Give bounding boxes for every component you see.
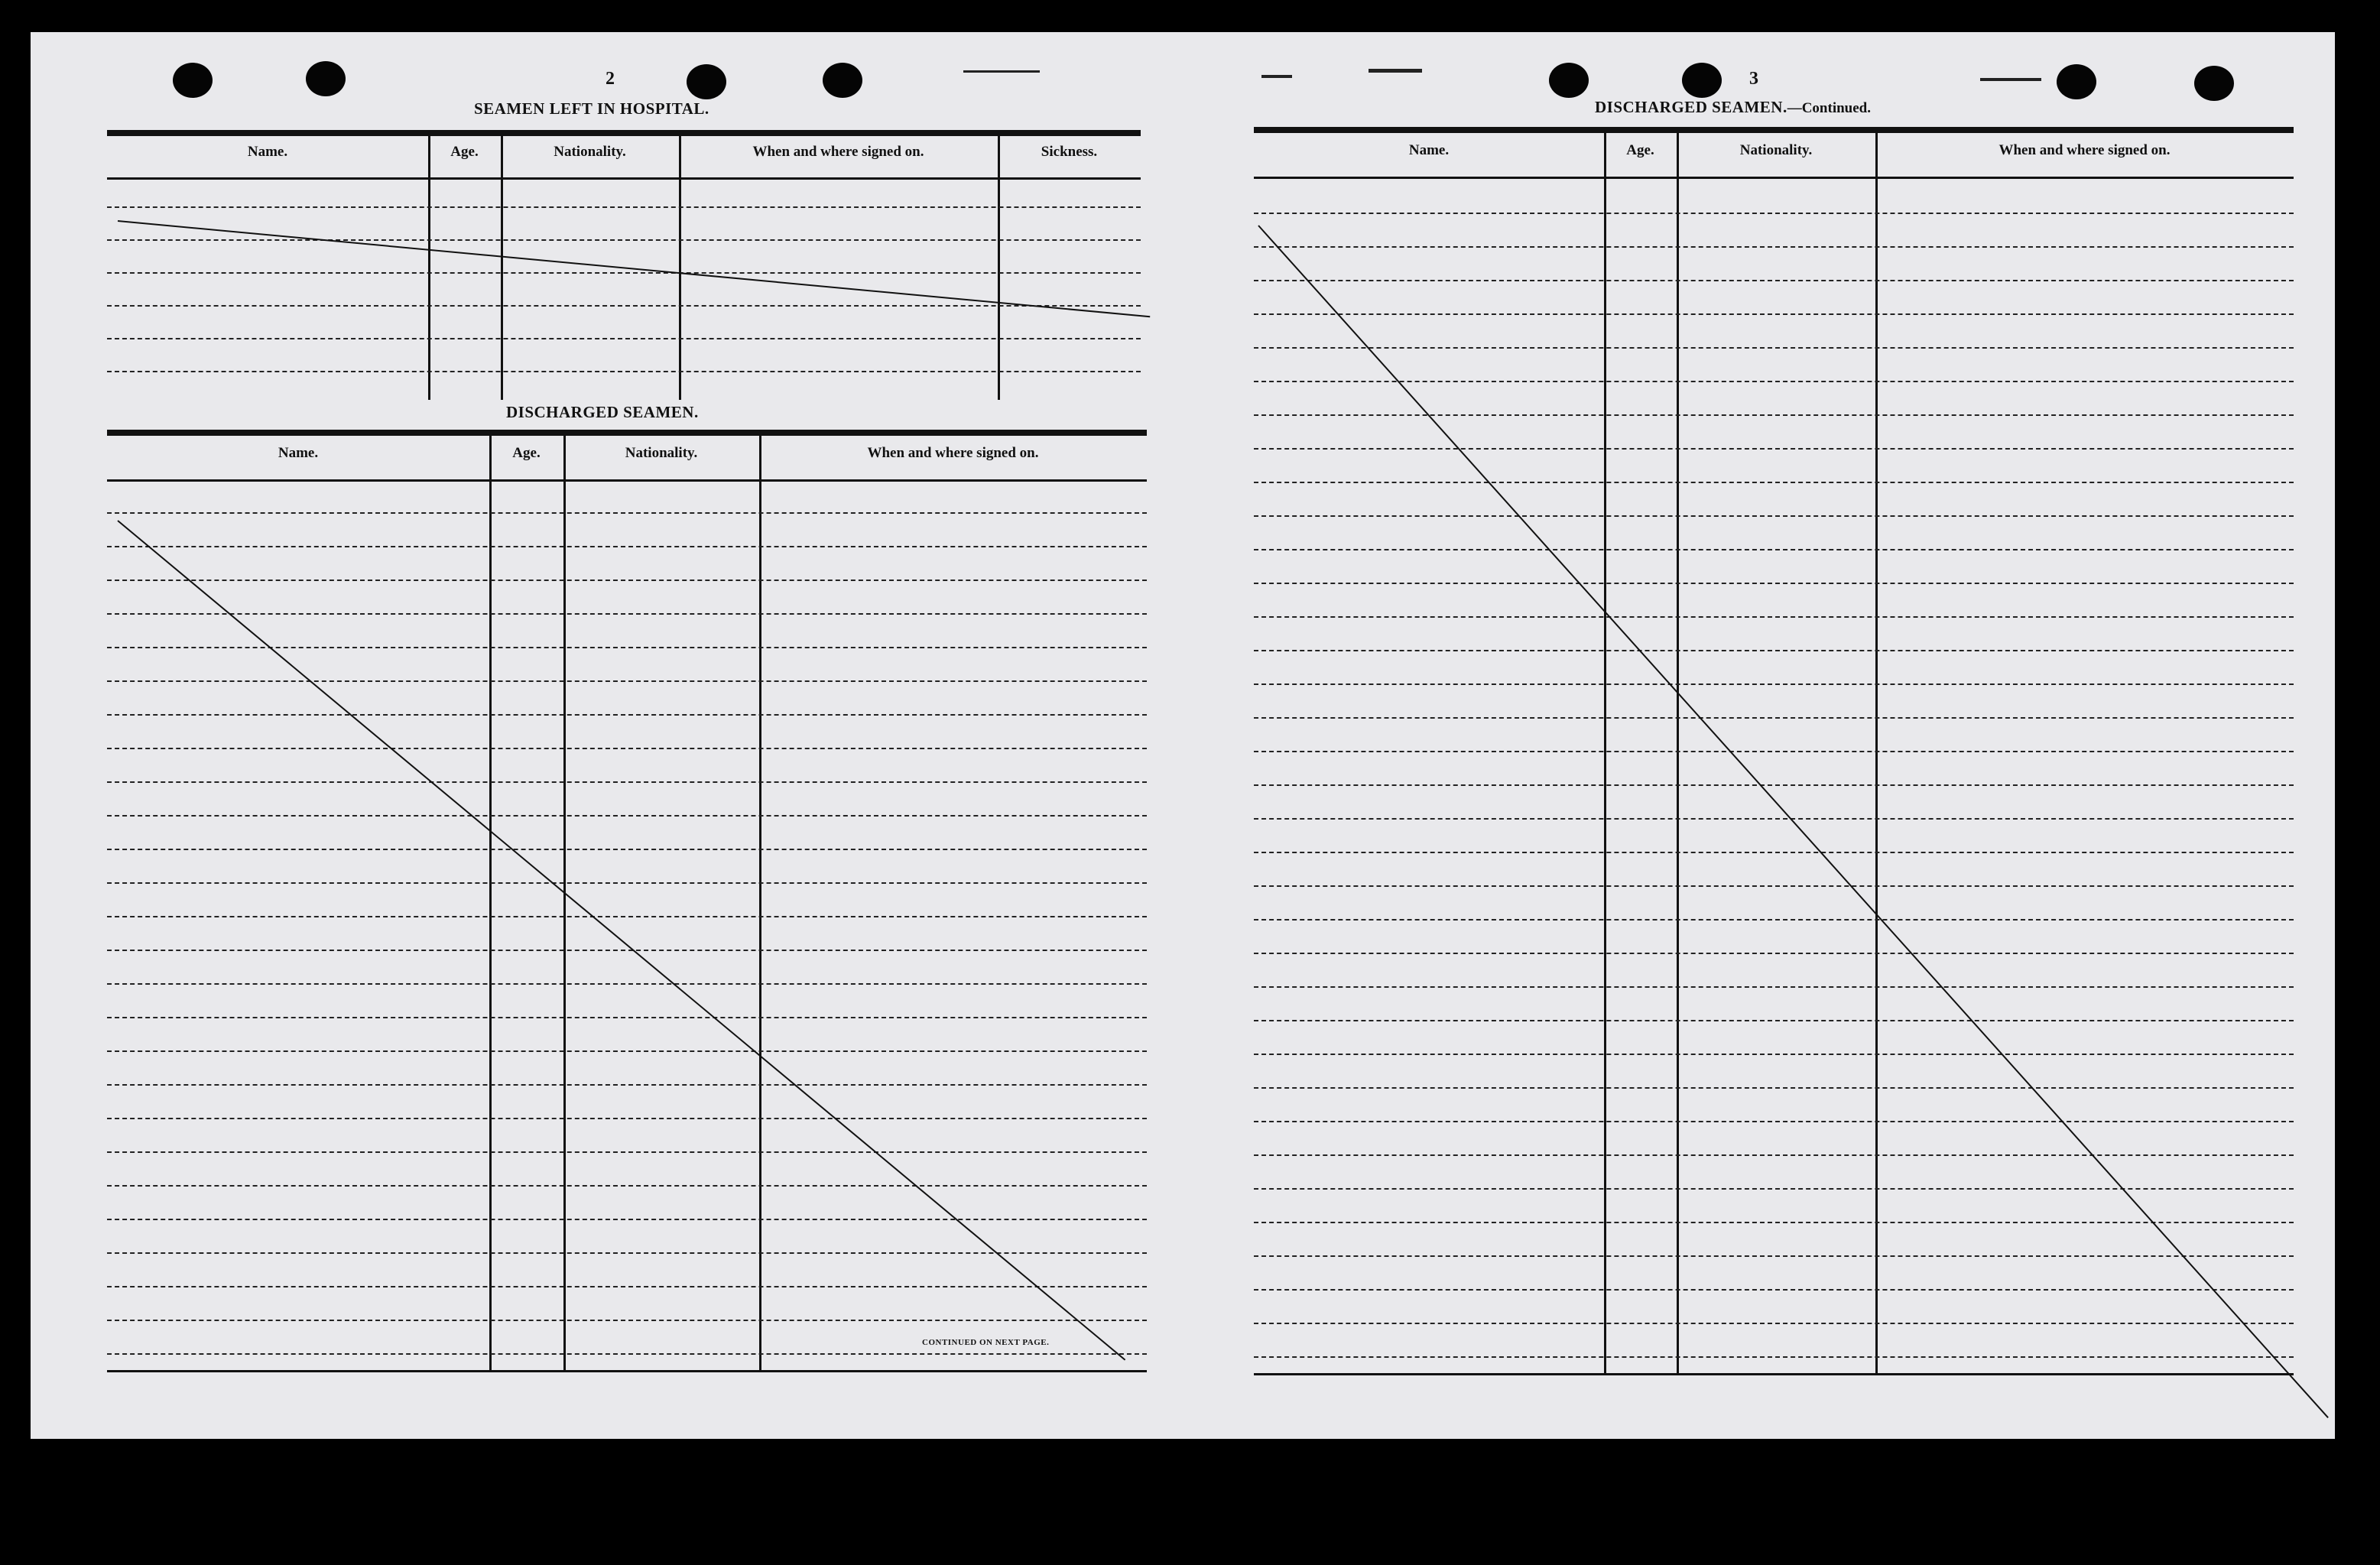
hospital-section-title: SEAMEN LEFT IN HOSPITAL.: [474, 99, 709, 118]
table-row: [1254, 313, 2294, 315]
column-header-signed-on: When and where signed on.: [1998, 142, 2171, 158]
table-row: [1254, 1289, 2294, 1291]
table-row: [107, 1118, 1147, 1119]
table-row: [107, 1252, 1147, 1254]
punch-hole: [1682, 63, 1722, 98]
document-sheet: [31, 32, 2335, 1439]
table-row: [107, 613, 1147, 615]
table-row: [1254, 583, 2294, 584]
column-header-age: Age.: [1626, 142, 1654, 158]
table-row: [1254, 1356, 2294, 1358]
discharged-table-right: [1254, 127, 2294, 1381]
page-number-left: 2: [606, 69, 615, 89]
column-header-nationality: Nationality.: [625, 445, 698, 461]
table-row: [107, 512, 1147, 514]
table-row: [107, 305, 1141, 307]
table-row: [1254, 381, 2294, 382]
table-row: [1254, 784, 2294, 786]
table-row: [1254, 1154, 2294, 1156]
table-row: [107, 1185, 1147, 1187]
table-row: [1254, 616, 2294, 618]
punch-hole: [2194, 66, 2234, 101]
strike-through-line: [118, 220, 1150, 317]
table-row: [107, 714, 1147, 716]
table-row: [1254, 1087, 2294, 1089]
column-header-sickness: Sickness.: [1041, 144, 1098, 160]
table-row: [1254, 683, 2294, 685]
punch-hole: [687, 64, 726, 99]
title-continued: —Continued.: [1787, 100, 1871, 116]
column-header-signed-on: When and where signed on.: [752, 144, 924, 160]
punch-hole: [823, 63, 862, 98]
table-row: [107, 983, 1147, 985]
discharged-section-title-right: [1595, 98, 1871, 117]
table-row: [107, 1219, 1147, 1220]
hospital-table: [107, 130, 1141, 428]
table-row: [1254, 1121, 2294, 1122]
table-row: [107, 1151, 1147, 1153]
table-row: [107, 748, 1147, 749]
table-row: [107, 580, 1147, 581]
table-row: [1254, 717, 2294, 719]
continued-note: CONTINUED ON NEXT PAGE.: [922, 1338, 1050, 1347]
table-row: [1254, 852, 2294, 853]
table-row: [1254, 280, 2294, 281]
column-header-name: Name.: [247, 144, 288, 160]
table-row: [107, 647, 1147, 648]
ink-speck: [1369, 69, 1422, 73]
table-row: [1254, 885, 2294, 887]
discharged-table-left: [107, 430, 1147, 1378]
discharged-section-title-left: DISCHARGED SEAMEN.: [506, 403, 699, 421]
table-row: [107, 815, 1147, 817]
strike-through-line: [1258, 225, 2329, 1418]
table-row: [1254, 919, 2294, 920]
table-row: [1254, 246, 2294, 248]
table-row: [107, 781, 1147, 783]
table-row: [107, 950, 1147, 951]
table-row: [107, 680, 1147, 682]
table-row: [1254, 549, 2294, 550]
table-row: [1254, 953, 2294, 954]
column-header-name: Name.: [1408, 142, 1450, 158]
punch-hole: [2057, 64, 2096, 99]
table-row: [107, 272, 1141, 274]
table-row: [107, 338, 1141, 339]
table-row: [107, 1320, 1147, 1321]
punch-hole: [1549, 63, 1589, 98]
table-row: [107, 1084, 1147, 1086]
table-row: [107, 1353, 1147, 1355]
table-row: [107, 916, 1147, 917]
punch-hole: [173, 63, 213, 98]
table-row: [1254, 515, 2294, 517]
title-text: DISCHARGED SEAMEN.: [1595, 98, 1787, 116]
table-row: [107, 546, 1147, 547]
table-row: [107, 239, 1141, 241]
table-row: [1254, 1188, 2294, 1190]
table-row: [107, 1286, 1147, 1287]
table-row: [1254, 1323, 2294, 1324]
table-row: [1254, 650, 2294, 651]
column-header-name: Name.: [278, 445, 319, 461]
column-header-age: Age.: [512, 445, 541, 461]
table-row: [1254, 448, 2294, 450]
ink-speck: [963, 70, 1040, 73]
table-row: [107, 849, 1147, 850]
ink-speck: [1980, 78, 2041, 81]
table-row: [1254, 1020, 2294, 1021]
table-row: [107, 1050, 1147, 1052]
table-row: [1254, 986, 2294, 988]
column-header-nationality: Nationality.: [1739, 142, 1813, 158]
column-header-nationality: Nationality.: [554, 144, 626, 160]
table-row: [1254, 347, 2294, 349]
table-row: [107, 1017, 1147, 1018]
column-header-age: Age.: [450, 144, 479, 160]
table-row: [1254, 414, 2294, 416]
table-row: [1254, 482, 2294, 483]
ink-speck: [1261, 75, 1292, 78]
punch-hole: [306, 61, 346, 96]
column-header-signed-on: When and where signed on.: [867, 445, 1039, 461]
table-row: [1254, 818, 2294, 820]
table-row: [1254, 213, 2294, 214]
table-row: [107, 882, 1147, 884]
table-row: [1254, 1222, 2294, 1223]
table-row: [1254, 751, 2294, 752]
table-row: [107, 206, 1141, 208]
table-row: [107, 371, 1141, 372]
table-row: [1254, 1255, 2294, 1257]
page-number-right: 3: [1749, 69, 1758, 89]
table-row: [1254, 1054, 2294, 1055]
